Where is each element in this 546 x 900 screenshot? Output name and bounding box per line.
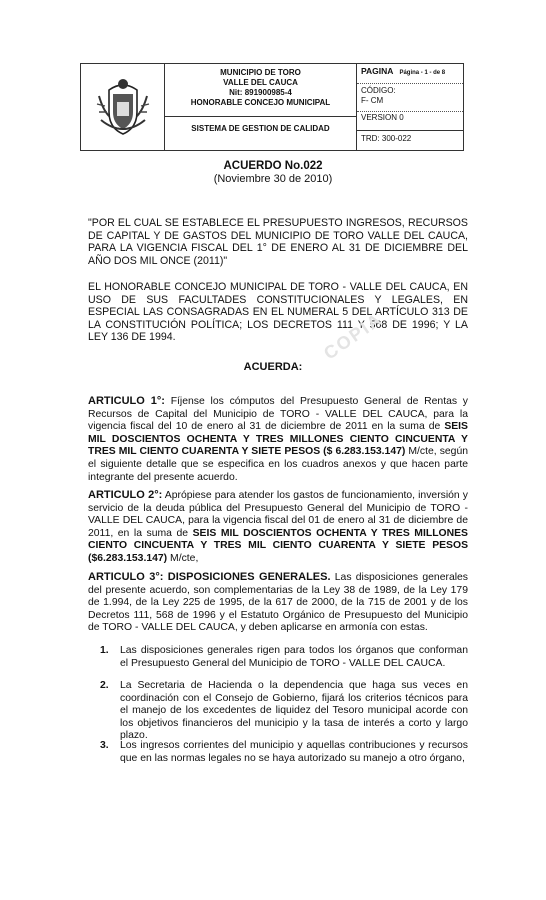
document-header: [80, 63, 464, 151]
version-info: VERSION 0: [357, 113, 463, 131]
quality-system: SISTEMA DE GESTION DE CALIDAD: [191, 124, 330, 133]
article-3: [88, 571, 468, 635]
page-value: Página - 1 - de 8: [399, 70, 446, 76]
article-2: [88, 489, 468, 566]
code-label: CÓDIGO:: [361, 86, 396, 95]
article-1-label: ARTICULO 1°:: [88, 395, 165, 407]
list-item: [100, 645, 468, 670]
header-divider: [165, 116, 356, 117]
list-item: [100, 680, 468, 743]
article-2-text-a: Aprópiese para atender los gastos de funcionamiento, inversión y servicio de la deuda pública del Presupuesto General del Municipio de TORO - VALLE DEL CAUCA, para la vigencia fiscal del 01 de enero al 31 de diciembre de 2011, en la suma de: [88, 490, 469, 539]
article-1-amount: SEIS MIL DOSCIENTOS OCHENTA Y TRES MILLONES CIENTO CINCUENTA Y TRES MIL CIENTO CUARENTA Y SIETE PESOS ($ 6.283.153.147): [88, 421, 468, 458]
agreement-date: (Noviembre 30 de 2010): [213, 173, 333, 185]
article-2-text-b: M/cte,: [167, 552, 199, 564]
article-2-label: ARTICULO 2°:: [88, 489, 163, 501]
coat-of-arms-cell: [81, 64, 165, 150]
org-region: VALLE DEL CAUCA: [223, 78, 298, 87]
article-3-label: ARTICULO 3°: DISPOSICIONES GENERALES.: [88, 571, 331, 583]
agreement-number: ACUERDO No.022: [223, 160, 323, 172]
header-meta-cell: [357, 64, 463, 150]
trd-info: TRD: 300-022: [361, 134, 412, 143]
faint-stamp: COPIA: [320, 308, 387, 364]
article-3-text: Las disposiciones generales del presente acuerdo, son complementarias de la Ley 38 de 1989, de la Ley 179 de 1.994, de la Ley 225 de 1995, de la 617 de 2000, de la 715 de 2001 y de los Decretos 111, 568 de 1996 y el Estatuto Orgánico de Presupuesto del Municipio de TORO - VALLE DEL CAUCA, y deben aplicarse en armonía con estas.: [88, 572, 468, 634]
article-1-text-b: M/cte, según el siguiente detalle que se especifica en los cuadros anexos y que hacen parte integrante del presente acuerdo.: [88, 446, 469, 483]
page-info: [357, 66, 463, 84]
list-item-number: 2.: [100, 680, 109, 691]
list-item-text: Las disposiciones generales rigen para todos los órganos que conforman el Presupuesto General del Municipio de TORO - VALLE DEL CAUCA.: [120, 645, 468, 669]
article-1: [88, 395, 468, 484]
list-item-number: 1.: [100, 645, 109, 656]
list-item-number: 3.: [100, 740, 109, 751]
coat-of-arms-icon: [95, 76, 151, 138]
org-nit: Nit: 891900985-4: [229, 88, 292, 97]
code-info: [357, 86, 463, 112]
council-paragraph: EL HONORABLE CONCEJO MUNICIPAL DE TORO - VALLE DEL CAUCA, EN USO DE SUS FACULTADES CONSTITUCIONALES Y LEGALES, EN ESPECIAL LAS CONSAGRADAS EN EL NUMERAL 5 DEL ARTÍCULO 313 DE LA CONSTITUCIÓN POLÍTICA; LOS DECRETOS 111 Y 568 DE 1996; Y LA LEY 136 DE 1994.: [88, 281, 468, 344]
page-label: PAGINA: [361, 66, 394, 76]
acuerda-heading: ACUERDA:: [243, 361, 303, 373]
list-item-text: Los ingresos corrientes del municipio y aquellas contribuciones y recursos que en las normas legales no se haya autorizado su manejo a otro órgano,: [120, 740, 468, 764]
header-title-cell: [165, 64, 357, 150]
article-1-text-a: Fíjense los cómputos del Presupuesto General de Rentas y Recursos de Capital del Municipio de TORO - VALLE DEL CAUCA, para la vigencia fiscal del 10 de enero al 31 de diciembre de 2011 en la suma de: [88, 396, 469, 433]
article-2-amount: SEIS MIL DOSCIENTOS OCHENTA Y TRES MILLONES CIENTO CINCUENTA Y TRES MIL CIENTO CUARENTA Y SIETE PESOS ($6.283.153.147): [88, 527, 468, 564]
list-item: [100, 740, 468, 765]
code-value: F- CM: [361, 96, 384, 105]
agreement-title: [0, 160, 546, 186]
org-name: MUNICIPIO DE TORO: [220, 68, 301, 77]
list-item-text: La Secretaria de Hacienda o la dependencia que haga sus veces en coordinación con el Consejo de Gobierno, fijará los criterios técnicos para el manejo de los excedentes de liquidez del Tesoro municipal acorde con los objetivos financieros del municipio y la tasa de interés a corto y largo plazo.: [120, 680, 468, 742]
preamble-paragraph: "POR EL CUAL SE ESTABLECE EL PRESUPUESTO INGRESOS, RECURSOS DE CAPITAL Y DE GASTOS DEL MUNICIPIO DE TORO VALLE DEL CAUCA, PARA LA VIGENCIA FISCAL DEL 1° DE ENERO AL 31 DE DICIEMBRE DEL AÑO DOS MIL ONCE (2011)": [88, 217, 468, 267]
org-council: HONORABLE CONCEJO MUNICIPAL: [190, 98, 331, 107]
